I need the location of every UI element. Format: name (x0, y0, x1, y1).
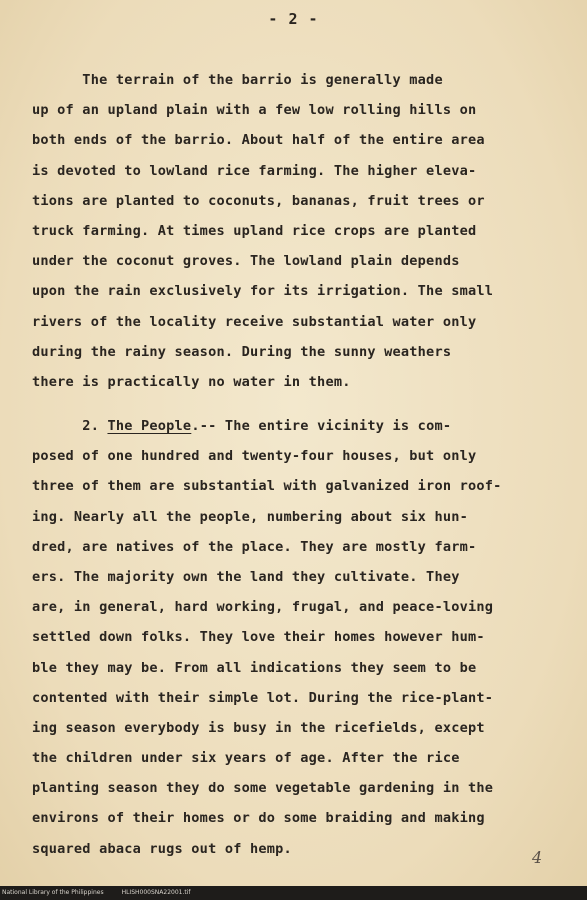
text-line: the children under six years of age. After the rice (32, 750, 460, 767)
text-line: planting season they do some vegetable gardening in the (32, 780, 494, 797)
text-line: are, in general, hard working, frugal, and peace-loving (32, 599, 494, 616)
text-line: ers. The majority own the land they cultivate. They (32, 568, 460, 585)
text-line: rivers of the locality receive substantial water only (32, 313, 477, 330)
text-line: dred, are natives of the place. They are mostly farm- (32, 538, 477, 555)
handwritten-page-mark: 4 (532, 848, 543, 867)
text-line: ing season everybody is busy in the ricefields, except (32, 719, 485, 736)
footer-library: National Library of the Philippines (2, 889, 104, 896)
paragraph-people (32, 411, 552, 864)
text-line: contented with their simple lot. During the rice-plant- (32, 689, 494, 706)
footer-file: HLISH000SNA22001.tif (121, 889, 191, 896)
section-heading-line (32, 411, 552, 441)
text-line: upon the rain exclusively for its irrigation. The small (32, 283, 494, 300)
text-line: up of an upland plain with a few low rolling hills on (32, 102, 477, 119)
section-heading: The People (107, 418, 192, 434)
text-line: tions are planted to coconuts, bananas, fruit trees or (32, 192, 485, 209)
section-number: 2. (32, 418, 108, 434)
page-number: - 2 - (268, 10, 319, 28)
archive-footer (0, 886, 587, 900)
text-line: there is practically no water in them. (32, 373, 351, 390)
text-line: is devoted to lowland rice farming. The higher eleva- (32, 162, 477, 179)
text-line: ing. Nearly all the people, numbering about six hun- (32, 508, 468, 525)
text-line: during the rainy season. During the sunny weathers (32, 343, 452, 360)
text-line: The terrain of the barrio is generally made (32, 72, 443, 88)
text-line: ble they may be. From all indications they seem to be (32, 659, 477, 676)
text-line: both ends of the barrio. About half of the entire area (32, 132, 485, 149)
paragraph-terrain (32, 65, 552, 397)
section-heading-suffix: .-- The entire vicinity is com- (191, 418, 452, 434)
text-line: posed of one hundred and twenty-four houses, but only (32, 448, 477, 465)
text-line: environs of their homes or do some braiding and making (32, 810, 485, 827)
text-line: under the coconut groves. The lowland plain depends (32, 253, 460, 270)
text-line: three of them are substantial with galvanized iron roof- (32, 478, 502, 495)
text-line: settled down folks. They love their homes however hum- (32, 629, 485, 646)
text-line: squared abaca rugs out of hemp. (32, 840, 292, 857)
text-line: truck farming. At times upland rice crops are planted (32, 222, 477, 239)
